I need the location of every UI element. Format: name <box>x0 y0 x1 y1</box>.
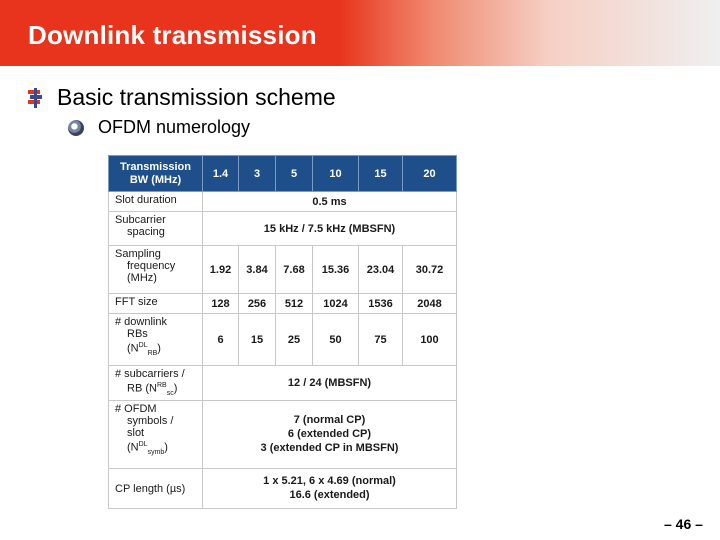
header-bw-3: 5 <box>276 156 313 192</box>
sampling-frequency-value: 1.92 <box>203 246 239 294</box>
value-line: 1 x 5.21, 6 x 4.69 (normal) <box>263 475 396 488</box>
downlink-rbs-value: 25 <box>276 314 313 366</box>
table-row <box>109 246 457 294</box>
downlink-rbs-value: 50 <box>313 314 359 366</box>
fft-size-value: 512 <box>276 294 313 314</box>
label-sup: DL <box>138 440 148 448</box>
table-row <box>109 400 457 468</box>
label-line <box>115 380 200 400</box>
label-part: ) <box>173 382 178 395</box>
sampling-frequency-value: 7.68 <box>276 246 313 294</box>
page-number: – 46 – <box>664 516 703 532</box>
subcarriers-per-rb-value: 12 / 24 (MBSFN) <box>203 366 457 401</box>
table-row <box>109 468 457 508</box>
ofdm-symbols-value <box>203 400 457 468</box>
header-bw-4: 10 <box>313 156 359 192</box>
sampling-frequency-value: 3.84 <box>239 246 276 294</box>
row-label-subcarriers-per-rb <box>109 366 203 401</box>
value-line: 3 (extended CP in MBSFN) <box>260 442 399 455</box>
level2-text: OFDM numerology <box>98 117 251 137</box>
sampling-frequency-value: 30.72 <box>403 246 457 294</box>
fft-size-value: 2048 <box>403 294 457 314</box>
label-line: # OFDM <box>115 402 157 415</box>
table-row <box>109 192 457 212</box>
title-gradient <box>338 0 720 66</box>
level1-bullet-icon <box>26 88 46 108</box>
label-sub: RB <box>147 349 158 357</box>
row-label-subcarrier-spacing <box>109 212 203 246</box>
label-line: # downlink <box>115 316 167 328</box>
label-line: Sampling <box>115 248 161 260</box>
label-line <box>115 340 200 360</box>
label-part: ) <box>164 441 168 454</box>
table-row <box>109 366 457 401</box>
level2-bullet-icon <box>68 120 84 136</box>
slot-duration-value: 0.5 ms <box>203 192 457 212</box>
level1-text: Basic transmission scheme <box>57 84 336 110</box>
label-sub: sc <box>166 389 174 397</box>
row-label-slot-duration: Slot duration <box>109 192 203 212</box>
row-label-cp-length: CP length (µs) <box>109 468 203 508</box>
fft-size-value: 1536 <box>359 294 403 314</box>
sampling-frequency-value: 15.36 <box>313 246 359 294</box>
label-line: slot <box>127 426 145 439</box>
row-label-sampling-frequency <box>109 246 203 294</box>
fft-size-value: 256 <box>239 294 276 314</box>
row-label-ofdm-symbols <box>109 400 203 468</box>
label-line: frequency <box>127 260 176 272</box>
slide-title: Downlink transmission <box>28 20 317 50</box>
label-line: RBs <box>127 328 148 340</box>
label-line: Subcarrier <box>115 214 166 226</box>
label-part: (N <box>127 441 139 454</box>
downlink-rbs-value: 75 <box>359 314 403 366</box>
cp-length-value <box>203 468 457 508</box>
sampling-frequency-value: 23.04 <box>359 246 403 294</box>
subcarrier-spacing-value: 15 kHz / 7.5 kHz (MBSFN) <box>203 212 457 246</box>
fft-size-value: 1024 <box>313 294 359 314</box>
table-row <box>109 294 457 314</box>
label-part: ) <box>157 342 161 355</box>
label-line: symbols / <box>127 414 174 427</box>
table-header-row <box>109 156 457 192</box>
row-label-downlink-rbs <box>109 314 203 366</box>
label-part: (N <box>127 342 139 355</box>
label-sub: symb <box>147 448 165 456</box>
value-line: 16.6 (extended) <box>289 489 370 502</box>
table-row <box>109 314 457 366</box>
label-part: RB (N <box>127 382 157 395</box>
label-line <box>115 439 200 459</box>
row-label-fft-size: FFT size <box>109 294 203 314</box>
downlink-rbs-value: 100 <box>403 314 457 366</box>
title-bar <box>0 0 720 66</box>
label-sup: RB <box>156 382 167 389</box>
label-line: # subcarriers / <box>115 368 185 380</box>
downlink-rbs-value: 6 <box>203 314 239 366</box>
value-line: 7 (normal CP) <box>293 414 366 427</box>
header-bw-6: 20 <box>403 156 457 192</box>
ofdm-numerology-table <box>108 155 457 509</box>
table-row <box>109 212 457 246</box>
header-bw-5: 15 <box>359 156 403 192</box>
label-line: spacing <box>127 226 165 238</box>
label-line: (MHz) <box>127 272 157 284</box>
header-bw-2: 3 <box>239 156 276 192</box>
fft-size-value: 128 <box>203 294 239 314</box>
value-line: 6 (extended CP) <box>287 428 372 441</box>
header-bw-1: 1.4 <box>203 156 239 192</box>
downlink-rbs-value: 15 <box>239 314 276 366</box>
header-bw-label: Transmission BW (MHz) <box>109 156 203 192</box>
label-sup: DL <box>138 342 148 349</box>
